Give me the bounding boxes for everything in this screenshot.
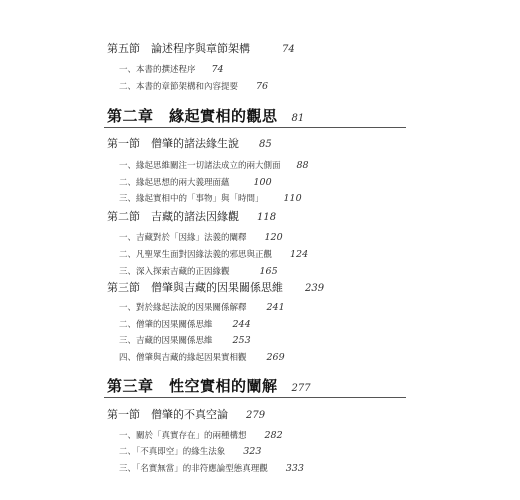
toc-item xyxy=(119,441,261,457)
toc-page-number: 333 xyxy=(285,463,304,474)
toc-section-5 xyxy=(107,39,295,55)
toc-chapter-2 xyxy=(107,108,304,124)
toc-item xyxy=(119,244,308,260)
toc-item-title: 四、僧肇與吉藏的緣起因果實相觀 xyxy=(119,353,247,363)
toc-page-number: 85 xyxy=(259,139,272,150)
toc-page-number: 118 xyxy=(257,212,277,223)
toc-item-title: 一、緣起思維關注一切諸法成立的兩大側面 xyxy=(119,161,281,171)
toc-item xyxy=(119,458,304,474)
toc-item-title: 二、緣起思想的兩大義理面蘊 xyxy=(119,178,230,188)
toc-page-number: 76 xyxy=(256,81,269,92)
toc-item-title: 二、僧肇的因果關係思維 xyxy=(119,320,213,330)
toc-item xyxy=(119,425,283,441)
toc-item xyxy=(119,155,309,171)
toc-page-number: 120 xyxy=(264,232,283,243)
toc-page-number: 124 xyxy=(290,249,309,260)
toc-section-title: 第一節 僧肇的諸法緣生說 xyxy=(107,137,239,150)
toc-page-number: 100 xyxy=(253,177,272,188)
toc-item xyxy=(119,188,302,204)
toc-item xyxy=(119,347,285,363)
toc-item xyxy=(119,76,268,92)
toc-page-number: 110 xyxy=(283,193,302,204)
toc-page-number: 279 xyxy=(246,410,266,421)
toc-page-number: 253 xyxy=(232,335,251,346)
toc-item-title: 三、吉藏的因果關係思維 xyxy=(119,336,213,346)
toc-page-number: 239 xyxy=(305,283,325,294)
toc-item-title: 三、深入探索吉藏的正因緣觀 xyxy=(119,267,230,277)
toc-page-number: 241 xyxy=(266,302,285,313)
toc-page-number: 244 xyxy=(232,319,251,330)
toc-item-title: 一、對於緣起法說的因果關係解釋 xyxy=(119,303,247,313)
toc-item-title: 二、本書的章節架構和內容提要 xyxy=(119,82,239,92)
toc-page-number: 323 xyxy=(243,446,262,457)
toc-item xyxy=(119,172,272,188)
toc-page-number: 88 xyxy=(296,160,309,171)
chapter-divider xyxy=(104,397,406,398)
toc-section xyxy=(107,134,272,150)
toc-chapter-title: 第三章 性空實相的闡解 xyxy=(107,377,278,395)
toc-item xyxy=(119,261,278,277)
toc-page-number: 74 xyxy=(282,44,295,55)
toc-section-title: 第五節 論述程序與章節架構 xyxy=(107,42,250,55)
toc-item xyxy=(119,59,224,75)
toc-page-number: 165 xyxy=(259,266,278,277)
chapter-divider xyxy=(104,127,406,128)
toc-page-number: 282 xyxy=(264,430,283,441)
toc-section-title: 第三節 僧肇與吉藏的因果關係思維 xyxy=(107,281,283,294)
toc-item xyxy=(119,297,285,313)
toc-item xyxy=(119,314,251,330)
toc-item-title: 一、本書的撰述程序 xyxy=(119,65,196,75)
toc-page-number: 269 xyxy=(266,352,285,363)
toc-item-title: 一、關於「真實存在」的兩種構想 xyxy=(119,431,247,441)
toc-section-title: 第二節 吉藏的諸法因緣觀 xyxy=(107,210,239,223)
toc-item-title: 三、「名實無當」的非符應論型態真理觀 xyxy=(119,464,268,474)
toc-item xyxy=(119,227,283,243)
toc-item-title: 三、緣起實相中的「事物」與「時間」 xyxy=(119,194,264,204)
toc-page-number: 74 xyxy=(211,64,224,75)
toc-section xyxy=(107,207,276,223)
toc-item-title: 二、凡聖眾生面對因緣法義的邪思與正觀 xyxy=(119,250,273,260)
toc-chapter-3 xyxy=(107,378,311,394)
toc-item-title: 二、「不真即空」的緣生法象 xyxy=(119,447,226,457)
toc-chapter-title: 第二章 緣起實相的觀思 xyxy=(107,107,278,125)
toc-section xyxy=(107,405,265,421)
toc-page-number: 81 xyxy=(291,113,305,124)
toc-item-title: 一、吉藏對於「因緣」法義的闡釋 xyxy=(119,233,247,243)
toc-section xyxy=(107,278,324,294)
toc-page-number: 277 xyxy=(291,383,311,394)
toc-item xyxy=(119,330,251,346)
toc-section-title: 第一節 僧肇的不真空論 xyxy=(107,408,228,421)
